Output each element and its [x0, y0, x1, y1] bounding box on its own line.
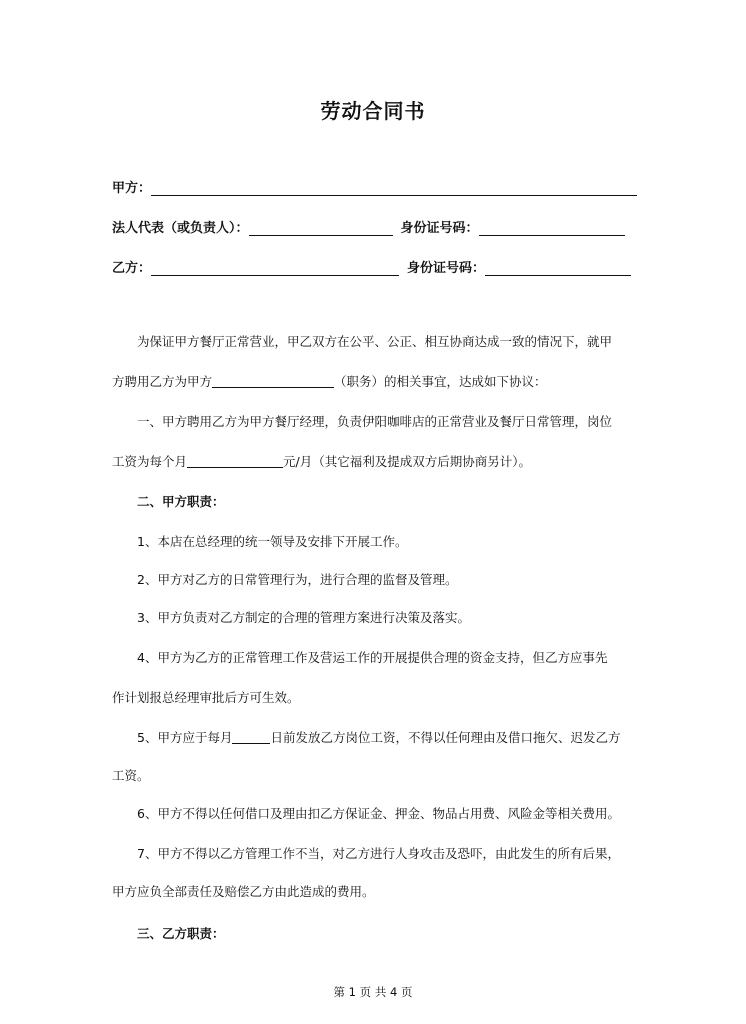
- party-b-blank[interactable]: [151, 261, 399, 276]
- section-2-item-2: 2、甲方对乙方的日常管理行为，进行合理的监督及管理。: [137, 572, 458, 587]
- section-2-item-5-a: 5、甲方应于每月: [137, 730, 233, 745]
- legal-rep-label: 法人代表（或负责人）：: [112, 221, 249, 236]
- clause-1-line-2: [112, 454, 638, 470]
- legal-rep-line: [112, 214, 625, 236]
- party-b-line: [112, 254, 631, 276]
- legal-rep-blank[interactable]: [249, 221, 393, 236]
- section-2-item-7-line-1: 7、甲方不得以乙方管理工作不当，对乙方进行人身攻击及恐吓，由此发生的所有后果，: [137, 846, 620, 861]
- section-2-item-3: 3、甲方负责对乙方制定的合理的管理方案进行决策及落实。: [137, 610, 470, 625]
- id-label-1: 身份证号码：: [400, 221, 479, 236]
- party-b-label: 乙方：: [112, 261, 152, 276]
- party-a-line: [112, 174, 637, 196]
- clause-1-line-2-a: 工资为每个月: [112, 454, 188, 469]
- id-label-2: 身份证号码：: [407, 261, 486, 276]
- section-3-heading: 三、乙方职责：: [137, 926, 225, 941]
- section-2-item-5-line-2: 工资。: [112, 768, 150, 783]
- section-2-item-5-line-1: [112, 730, 638, 746]
- intro-line-2-b: （职务）的相关事宜，达成如下协议：: [334, 374, 547, 389]
- id-number-blank-2[interactable]: [485, 261, 631, 276]
- clause-1-line-2-b: 元/月（其它福利及提成双方后期协商另计）。: [283, 454, 531, 469]
- intro-line-2: [112, 374, 638, 390]
- section-2-item-6: 6、甲方不得以任何借口及理由扣乙方保证金、押金、物品占用费、风险金等相关费用。: [137, 806, 620, 821]
- pay-day-blank[interactable]: [232, 730, 270, 744]
- position-blank[interactable]: [212, 374, 334, 388]
- section-2-item-5-b: 日前发放乙方岗位工资，不得以任何理由及借口拖欠、迟发乙方: [270, 730, 621, 745]
- id-number-blank-1[interactable]: [479, 221, 625, 236]
- clause-1-line-1: 一、甲方聘用乙方为甲方餐厅经理，负责伊阳咖啡店的正常营业及餐厅日常管理，岗位: [137, 414, 613, 429]
- section-2-item-1: 1、本店在总经理的统一领导及安排下开展工作。: [137, 534, 408, 549]
- party-a-label: 甲方：: [112, 181, 152, 196]
- section-2-item-4-line-1: 4、甲方为乙方的正常管理工作及营运工作的开展提供合理的资金支持，但乙方应事先: [137, 650, 608, 665]
- page-footer: 第 1 页 共 4 页: [333, 985, 413, 999]
- intro-line-1: 为保证甲方餐厅正常营业，甲乙双方在公平、公正、相互协商达成一致的情况下，就甲: [137, 334, 613, 349]
- party-a-blank[interactable]: [151, 181, 637, 196]
- salary-blank[interactable]: [187, 454, 283, 468]
- section-2-item-4-line-2: 作计划报总经理审批后方可生效。: [112, 690, 300, 705]
- section-2-item-7-line-2: 甲方应负全部责任及赔偿乙方由此造成的费用。: [112, 884, 375, 899]
- section-2-heading: 二、甲方职责：: [137, 494, 225, 509]
- document-title: 劳动合同书: [320, 99, 426, 123]
- intro-line-2-a: 方聘用乙方为甲方: [112, 374, 213, 389]
